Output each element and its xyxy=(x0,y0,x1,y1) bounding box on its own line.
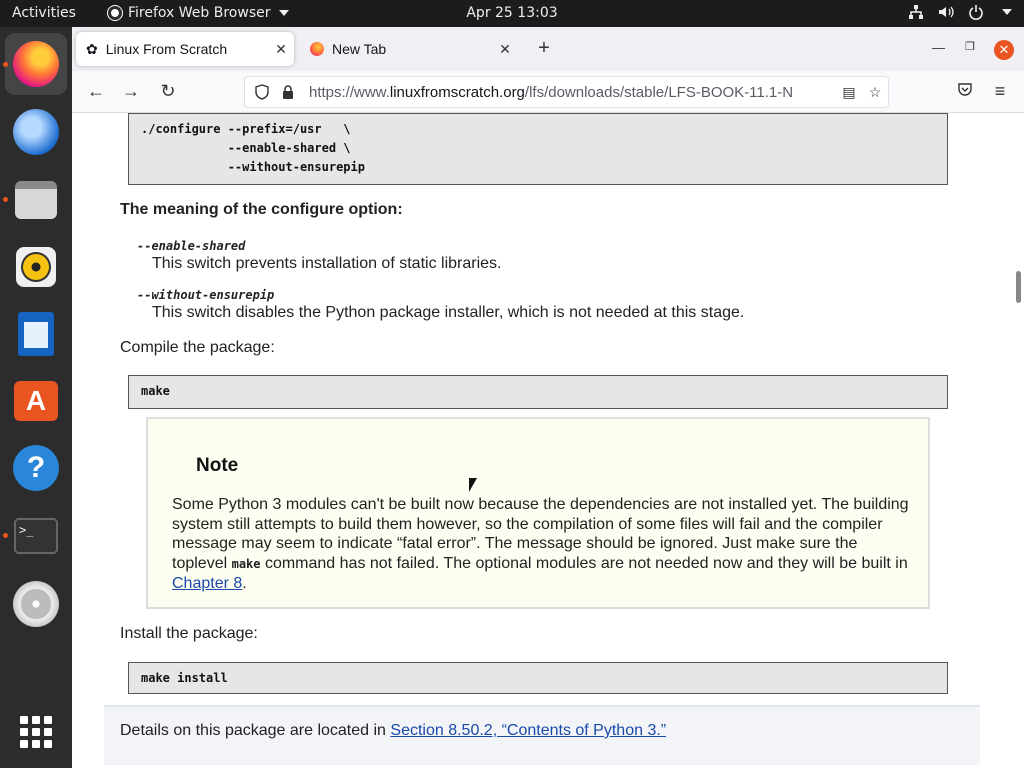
app-store-icon: A xyxy=(14,381,58,421)
app-grid-icon xyxy=(20,716,52,748)
back-button[interactable]: ← xyxy=(87,81,105,101)
rhythmbox-icon xyxy=(16,247,56,287)
network-icon[interactable] xyxy=(908,4,924,20)
dvd-icon xyxy=(13,581,59,627)
mouse-cursor-icon xyxy=(469,478,477,492)
tab-new-tab[interactable] xyxy=(300,32,518,66)
compile-label: Compile the package: xyxy=(120,339,275,356)
new-tab-button[interactable]: + xyxy=(538,37,550,59)
dock-terminal[interactable] xyxy=(5,505,67,567)
help-icon: ? xyxy=(13,445,59,491)
inline-code: make xyxy=(231,556,261,571)
dock xyxy=(0,27,72,768)
tab-title: New Tab xyxy=(332,41,387,57)
install-command-block: make install xyxy=(128,662,948,694)
tab-linux-from-scratch[interactable] xyxy=(76,32,294,66)
dock-thunderbird[interactable] xyxy=(5,101,67,163)
clock[interactable]: Apr 25 13:03 xyxy=(466,5,558,21)
chevron-down-icon xyxy=(279,10,289,16)
files-icon xyxy=(15,181,57,219)
system-tray[interactable] xyxy=(908,4,1014,20)
url-text[interactable]: https://www.linuxfromscratch.org/lfs/downloads/stable/LFS-BOOK-11.1-N xyxy=(309,83,794,101)
pocket-icon[interactable] xyxy=(954,81,976,101)
dock-firefox[interactable] xyxy=(5,33,67,95)
running-indicator xyxy=(3,197,8,202)
dock-help[interactable] xyxy=(5,437,67,499)
close-tab-icon[interactable]: ✕ xyxy=(499,40,511,57)
chapter-8-link[interactable]: Chapter 8 xyxy=(172,575,243,592)
install-label: Install the package: xyxy=(120,625,258,642)
menu-hamburger-icon[interactable]: ≡ xyxy=(994,81,1006,101)
dock-dvd[interactable] xyxy=(5,573,67,635)
option-description: This switch disables the Python package installer, which is not needed at this stage. xyxy=(152,304,745,321)
close-tab-icon[interactable]: ✕ xyxy=(275,40,287,57)
meaning-heading: The meaning of the configure option: xyxy=(120,201,403,218)
nav-bar xyxy=(72,71,1024,113)
thunderbird-icon xyxy=(13,109,59,155)
note-text: Some Python 3 modules can't be built now because the dependencies are not installed yet. The building system still attempts to build them however, so the compilation of some files will fail and the compiler message may seem to indicate “fatal error”. The message should be ignored. Just make sure the toplevel make command has not failed. The optional modules are not needed now and they will be built in Chapter 8. xyxy=(172,496,909,592)
tab-title: Linux From Scratch xyxy=(105,41,228,57)
reader-view-icon[interactable]: ▤ xyxy=(842,83,856,100)
scrollbar-thumb[interactable] xyxy=(1016,271,1021,303)
package-details-footer xyxy=(104,705,980,765)
dock-app-store[interactable] xyxy=(5,370,67,432)
app-menu-label: Firefox Web Browser xyxy=(128,5,271,21)
top-bar xyxy=(0,0,1024,27)
option-description: This switch prevents installation of static libraries. xyxy=(152,255,502,272)
minimize-button[interactable]: — xyxy=(932,40,945,55)
note-box xyxy=(146,417,930,609)
running-indicator xyxy=(3,533,8,538)
close-window-button[interactable]: ✕ xyxy=(994,40,1014,60)
firefox-icon xyxy=(13,41,59,87)
firefox-favicon xyxy=(310,42,324,56)
activities-button[interactable]: Activities xyxy=(12,5,76,21)
writer-icon xyxy=(18,312,54,356)
forward-button[interactable]: → xyxy=(122,81,140,101)
running-indicator xyxy=(3,62,8,67)
shield-icon[interactable] xyxy=(253,83,271,101)
footer-text: Details on this package are located in Section 8.50.2, “Contents of Python 3.” xyxy=(120,722,667,739)
page-content xyxy=(72,113,1024,768)
option-term: --without-ensurepip xyxy=(137,288,275,302)
volume-icon[interactable] xyxy=(938,4,954,20)
dock-writer[interactable] xyxy=(5,303,67,365)
dock-rhythmbox[interactable] xyxy=(5,236,67,298)
dock-app-grid[interactable] xyxy=(5,701,67,763)
note-title: Note xyxy=(196,455,239,476)
url-bar[interactable] xyxy=(244,76,889,108)
firefox-mini-icon xyxy=(108,6,122,20)
chevron-down-icon[interactable] xyxy=(998,4,1014,20)
dock-files[interactable] xyxy=(5,169,67,231)
make-command-block: make xyxy=(128,375,948,409)
option-term: --enable-shared xyxy=(137,239,246,253)
lock-icon[interactable] xyxy=(279,83,297,101)
configure-command-block: ./configure --prefix=/usr \ --enable-shared \ --without-ensurepip xyxy=(128,113,948,185)
power-icon[interactable] xyxy=(968,4,984,20)
app-menu[interactable] xyxy=(108,5,289,21)
reload-button[interactable]: ↻ xyxy=(160,81,176,101)
bookmark-star-icon[interactable]: ☆ xyxy=(868,83,882,100)
contents-of-python-link[interactable]: Section 8.50.2, “Contents of Python 3.” xyxy=(390,722,667,739)
tab-bar xyxy=(72,27,1024,71)
terminal-icon: >_ xyxy=(14,518,58,554)
lfs-favicon: ✿ xyxy=(86,40,98,57)
maximize-button[interactable]: ❐ xyxy=(965,41,975,53)
